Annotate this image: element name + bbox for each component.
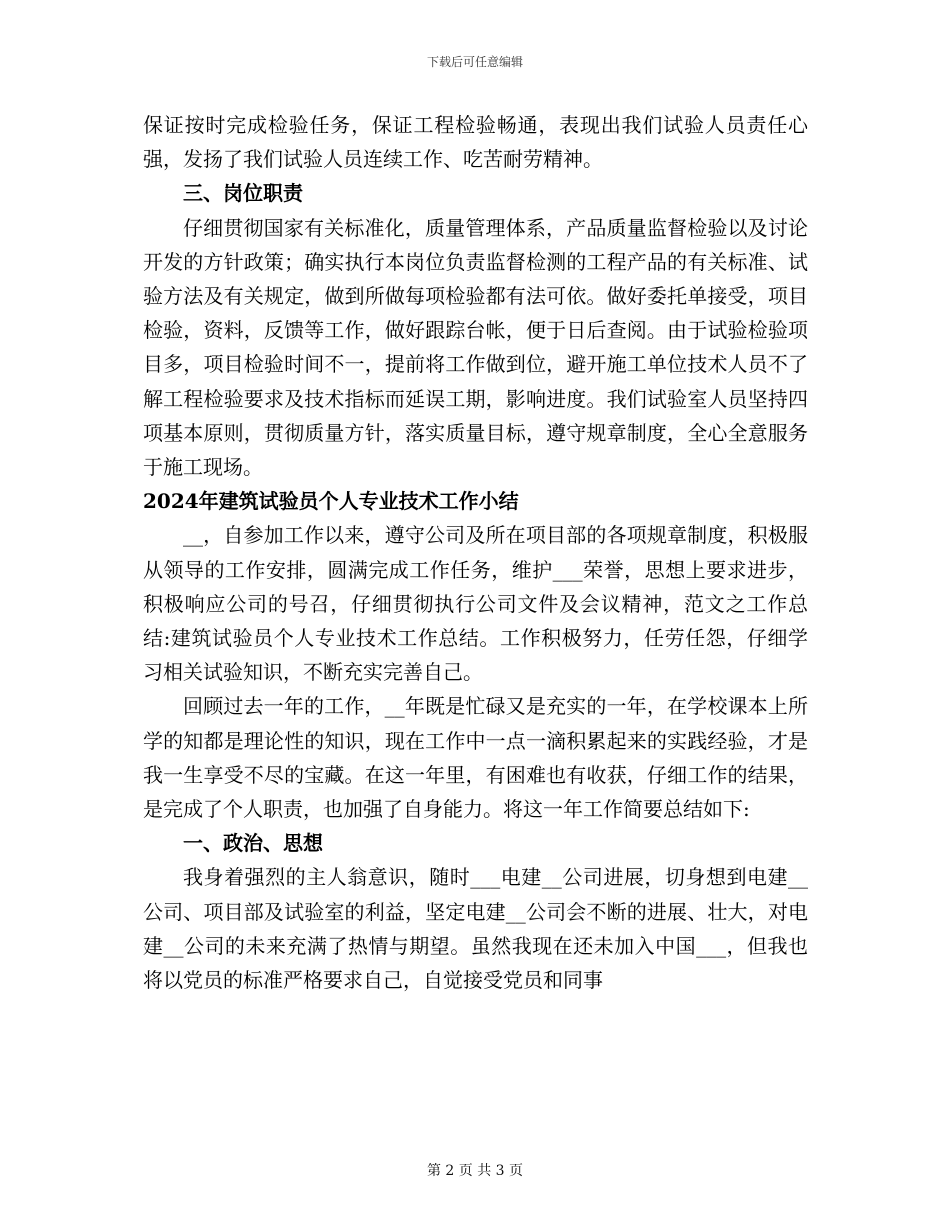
paragraph: 仔细贯彻国家有关标准化，质量管理体系，产品质量监督检验以及讨论开发的方针政策；确实执行本岗位负责监督检测的工程产品的有关标准、试验方法及有关规定，做到所做每项检验都有法可依。做好委托单接受，项目检验，资料，反馈等工作，做好跟踪台帐，便于日后查阅。由于试验检验项目多，项目检验时间不一，提前将工作做到位，避开施工单位技术人员不了解工程检验要求及技术指标而延误工期，影响进度。我们试验室人员坚持四项基本原则，贯彻质量方针，落实质量目标，遵守规章制度，全心全意服务于施工现场。 [143, 215, 808, 480]
page-header: 下载后可任意编辑 [426, 55, 523, 69]
paragraph: 我身着强烈的主人翁意识，随时___电建__公司进展，切身想到电建__公司、项目部及试验室的利益，坚定电建__公司会不断的进展、壮大，对电建__公司的未来充满了热情与期望。虽然我现在还未加入中国___，但我也将以党员的标准严格要求自己，自觉接受党员和同事 [143, 865, 808, 993]
page-footer: 第 2 页 共 3 页 [426, 1163, 524, 1179]
document-title: 2024年建筑试验员个人专业技术工作小结 [143, 489, 519, 514]
paragraph: 回顾过去一年的工作，__年既是忙碌又是充实的一年，在学校课本上所学的知都是理论性的知识，现在工作中一点一滴积累起来的实践经验，才是我一生享受不尽的宝藏。在这一年里，有困难也有收获，仔细工作的结果，是完成了个人职责，也加强了自身能力。将这一年工作简要总结如下: [143, 694, 808, 822]
document-body [143, 108, 808, 997]
paragraph: 保证按时完成检验任务，保证工程检验畅通，表现出我们试验人员责任心强，发扬了我们试验人员连续工作、吃苦耐劳精神。 [143, 113, 808, 172]
paragraph: __，自参加工作以来，遵守公司及所在项目部的各项规章制度，积极服从领导的工作安排，圆满完成工作任务，维护___荣誉，思想上要求进步，积极响应公司的号召，仔细贯彻执行公司文件及会议精神，范文之工作总结:建筑试验员个人专业技术工作总结。工作积极努力，任劳任怨，仔细学习相关试验知识，不断充实完善自己。 [143, 523, 808, 685]
section-heading: 一、政治、思想 [183, 831, 323, 856]
section-heading: 三、岗位职责 [183, 181, 303, 206]
